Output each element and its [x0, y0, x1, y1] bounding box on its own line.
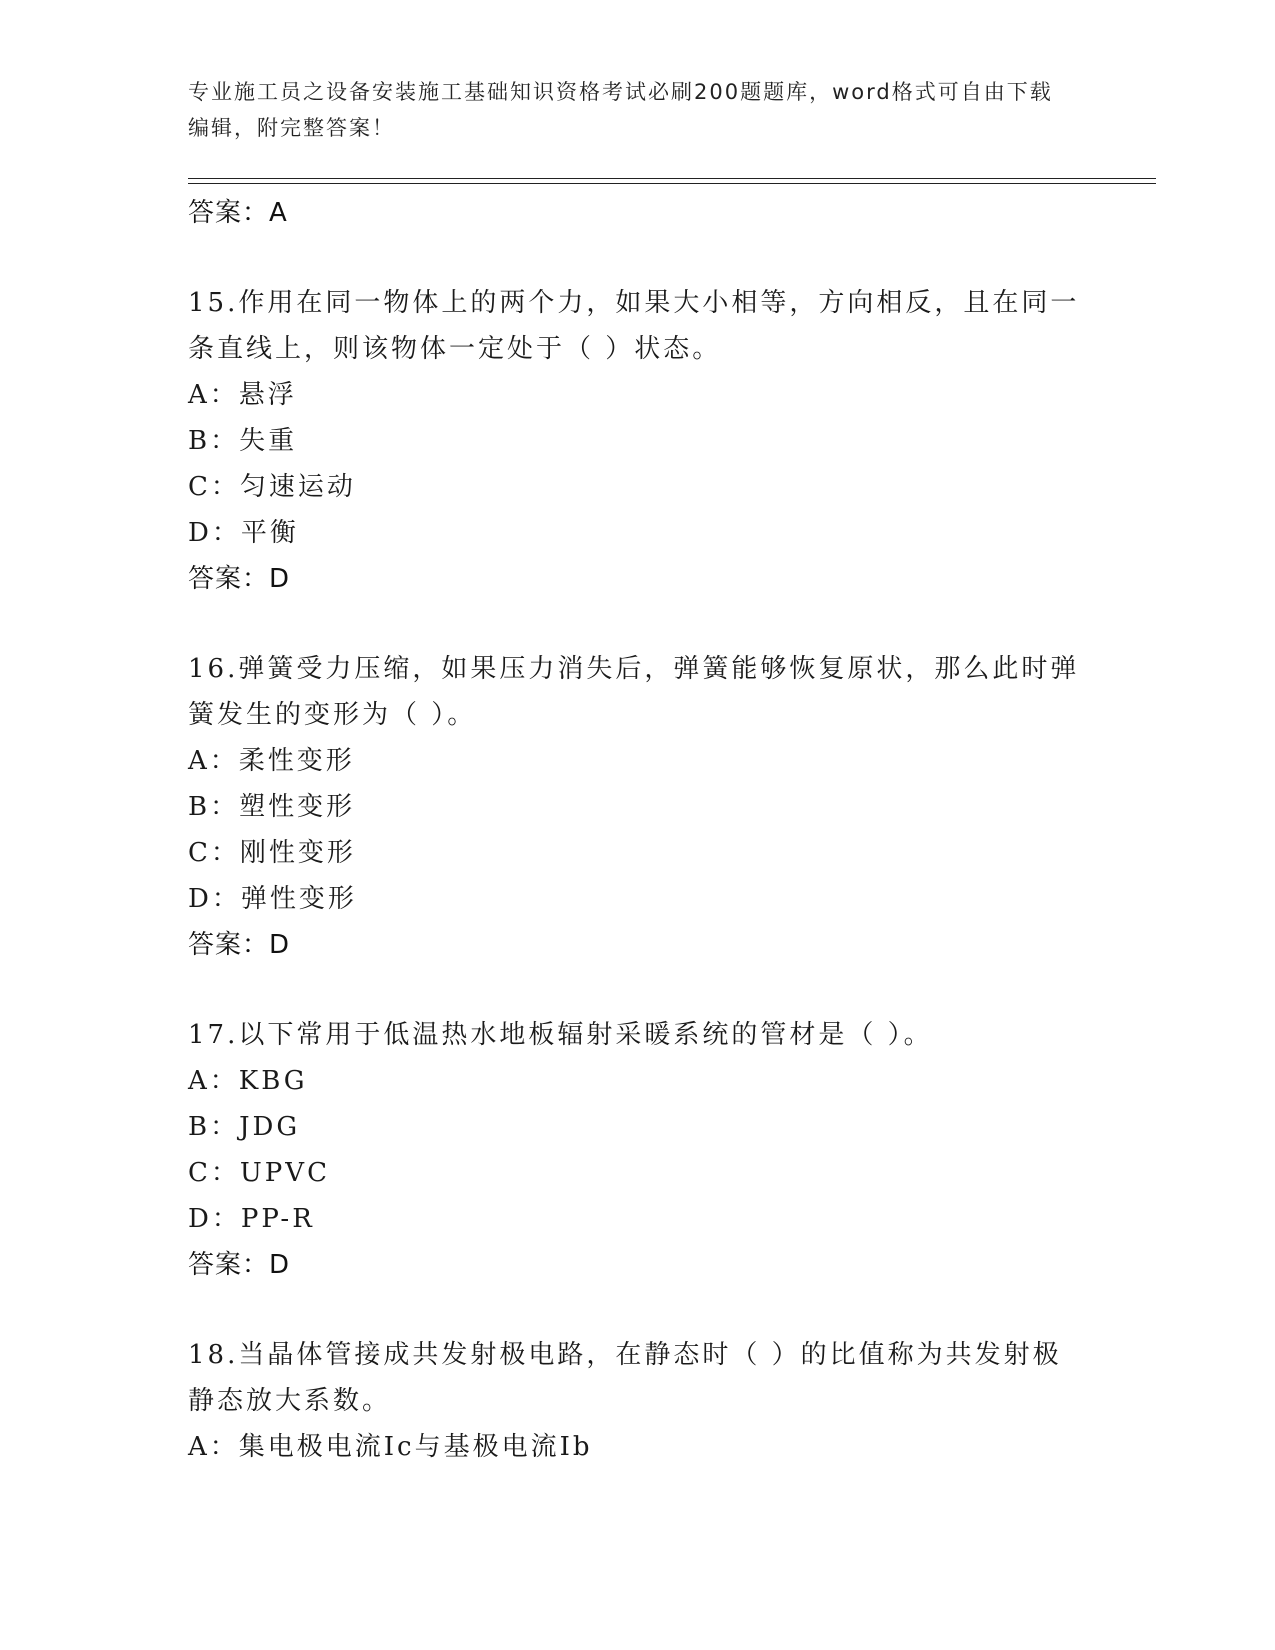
option-b: B：塑性变形 [188, 792, 356, 822]
option-b: B：失重 [188, 426, 298, 456]
option-c: C：匀速运动 [188, 472, 356, 502]
question-stem: 15.作用在同一物体上的两个力，如果大小相等，方向相反，且在同一条直线上，则该物体一定处于（ ）状态。 [188, 288, 1080, 364]
option-b: B：JDG [188, 1112, 301, 1142]
option-d: D：PP-R [188, 1204, 315, 1234]
option-a: A：悬浮 [188, 380, 297, 410]
answer-line: 答案：D [188, 1250, 291, 1280]
option-a: A：KBG [188, 1066, 308, 1096]
question-list [188, 190, 1088, 1470]
option-c: C：UPVC [188, 1158, 330, 1188]
question-stem: 16.弹簧受力压缩，如果压力消失后，弹簧能够恢复原状，那么此时弹簧发生的变形为（ ）。 [188, 654, 1080, 730]
question-17 [188, 1012, 1088, 1288]
answer-line-14: 答案：A [188, 198, 288, 228]
document-header: 专业施工员之设备安装施工基础知识资格考试必刷200题题库，word格式可自由下载编辑，附完整答案！ [188, 80, 1053, 140]
answer-line: 答案：D [188, 930, 291, 960]
header-rule-thin [188, 183, 1156, 184]
option-a: A：柔性变形 [188, 746, 355, 776]
answer-line: 答案：D [188, 564, 291, 594]
option-c: C：刚性变形 [188, 838, 356, 868]
question-stem: 17.以下常用于低温热水地板辐射采暖系统的管材是（ ）。 [188, 1020, 933, 1050]
question-16 [188, 646, 1088, 968]
question-15 [188, 280, 1088, 602]
question-18 [188, 1332, 1088, 1470]
header-rule-thick [188, 178, 1156, 179]
option-d: D：平衡 [188, 518, 299, 548]
question-stem: 18.当晶体管接成共发射极电路，在静态时（ ）的比值称为共发射极静态放大系数。 [188, 1340, 1062, 1416]
option-a: A：集电极电流Ic与基极电流Ib [188, 1432, 593, 1462]
option-d: D：弹性变形 [188, 884, 357, 914]
